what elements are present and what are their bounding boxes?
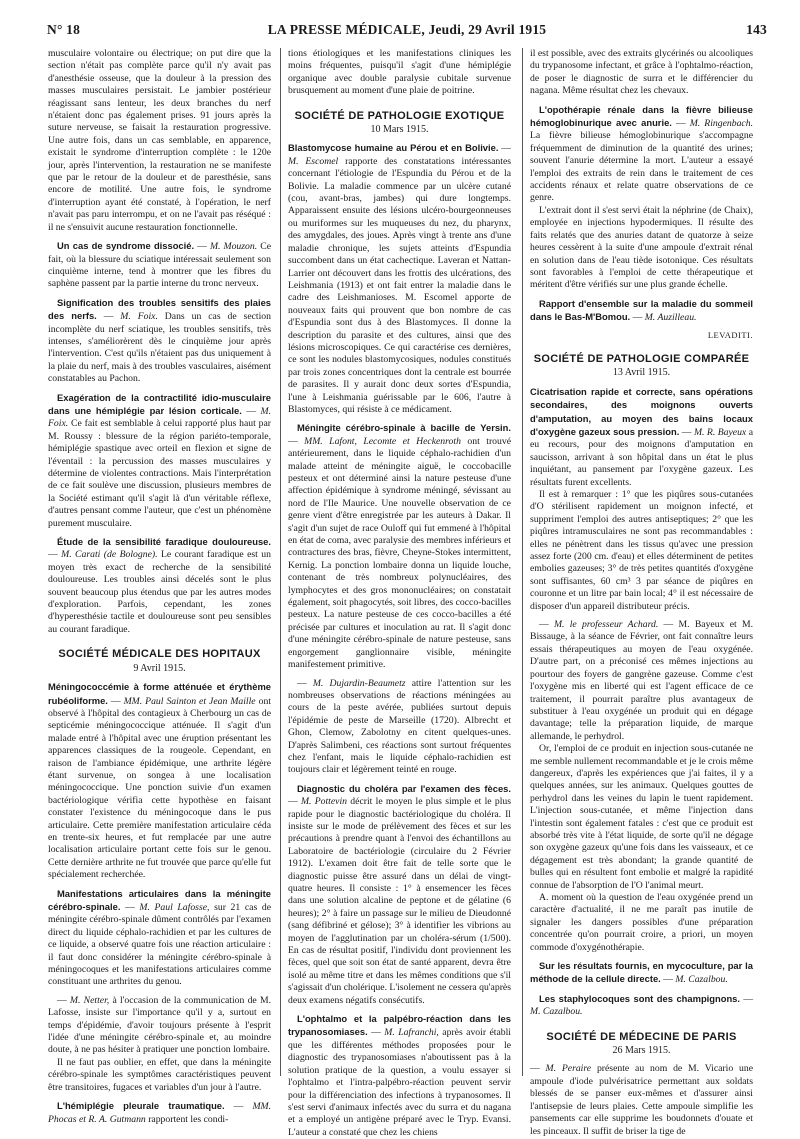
journal-title: LA PRESSE MÉDICALE, Jeudi, 29 Avril 1915 [267, 22, 547, 37]
article-entry: Méningite cérébro-spinale à bacille de Yersin. — MM. Lafont, Lecomte et Heckenroth ont trouvé antérieurement, dans le liquide céphalo-rachidien d'un malade atteint de méningite aiguë, le coccobacille pesteux et ont déterminé ainsi la nature pesteuse d'une affection épidémique à syndrome méningé, sévissant au nord de l'Ile Maurice. Une nouvelle observation de ce genre vient d'être enregistrée par les auteurs à Dakar. Il s'agit d'un sujet de race Ouloff qui fut emmené à l'hôpital en état de coma, avec paralysie des membres inférieurs et contractures des bras, fièvre, Cheyne-Stokes intermittent, Kernig. La ponction lombaire donna un liquide louche, contenant de très nombreux polynucléaires, des lymphocytes et des gros mononucléaires; on constatait également, soit phagocytés, soit libres, des cocco-bacilles pesteux. La nature pesteuse de ces cocco-bacilles a été précisée par cultures et inoculation au rat. Il s'agit donc d'une méningite cérébro-spinale de nature pesteuse, sans engorgement ganglionnaire visible, méningite manifestement primitive. [288, 422, 512, 671]
article-author: M. Foix. [48, 405, 272, 430]
article-author: M. Pottevin [300, 796, 348, 808]
article-title: Les staphylocoques sont des champignons. [539, 992, 740, 1004]
article-title: Méningococcémie à forme atténuée et érythème rubéoliforme. [48, 681, 271, 706]
article-entry: Blastomycose humaine au Pérou et en Bolivie. — M. Escomel rapporte des constatations intéressantes concernant l'étiologie de l'Espundia du Pérou et de la Bolivie. La maladie commence par un ulcère cutané (cou, avant-bras, jambes) qui dure longtemps. Apparaissent ensuite des lésions ulcéro-bourgeonneuses ou muriformes sur les muqueuses du nez, du pharynx, des amygdales, des joues. Après vingt à trente ans d'une maladie chronique, les sujets atteints d'Espundia succombent dans un état cachectique. Laveran et Nattan-Larrier ont découvert dans les frottis des ulcérations, des Leishmania (1913) et ont fait entrer la maladie dans le cadre des Leishmanioses. M. Escomel apporte de nouveaux faits qui prouvent que bon nombre de cas d'Espundia sont dus à des Blastomyces. Il donne la description du parasite et des cultures, ainsi que des lésions microscopiques. Ce qui caractérise ces dernières, ce sont les nodules blastomycosiques, nodules constitués par trois zones concentriques dont la centrale est bourrée de parasites. Il y aurait donc deux sortes d'Espundia, l'une à Leishmania guérissable par le 606, l'autre à Blastomyces, qui résiste à ce médicament. [288, 142, 512, 415]
page-number: 143 [746, 22, 767, 37]
article-title: Exagération de la contractilité idio-musculaire dans une hémiplégie par lésion corticale. [48, 391, 271, 416]
column-divider [522, 48, 523, 1076]
article-title: L'hémiplégie pleurale traumatique. [57, 1100, 225, 1112]
article-entry: — M. le professeur Achard. — M. Bayeux et M. Bissauge, à la séance de Février, ont fait connaître leurs essais thérapeutiques au moyen de l'eau oxygénée. D'autre part, on a préconisé ces mêmes injections au pourtour des foyers de gangrène gazeuse. Comme c'est l'oxygène mis en liberté qui est l'agent efficace de ce traitement, il pourrait paraître plus avantageux de substituer à l'eau oxygénée un produit qui en dégage davantage; telle la préparation liquide, de marque allemande, le perhydrol. [530, 619, 753, 742]
article-entry: Étude de la sensibilité faradique douloureuse. — M. Carati (de Bologne). Le courant faradique est un moyen très exact de recherche de la sensibilité douloureuse. Les troubles ainsi décelés sont le plus souvent beaucoup plus étendus que par les autres modes d'exploration. Parfois, cependant, les zones d'hyperesthésie tactile et douloureuse sont peu sensibles au courant faradique. [48, 536, 271, 635]
article-text: Dans un cas de section incomplète du nerf sciatique, les troubles sensitifs, très intenses, s'améliorèrent dès le cinquième jour après l'intervention. C'est qu'ils n'étaient pas dus uniquement à la plaie du nerf, mais à des troubles vasculaires, aisément constatables au Pachon. [48, 311, 271, 385]
article-text: a eu recours, pour des moignons d'amputation en saucisson, arrivant à son hôpital dans un état le plus inquiétant, au pansement par l'oxygène gazeux. Les résultats furent excellents. [530, 426, 754, 488]
article-entry: L'opothérapie rénale dans la fièvre bilieuse hémoglobinurique avec anurie. — M. Ringenbach. La fièvre bilieuse hémoglobinurique s'accompagne fréquemment de diminution de la quantité des urines; souvent l'anurie détermine la mort. L'auteur a essayé l'emploi des extraits de rein dans le traitement de ces accidents rénaux et relate quatre observations de ce genre. [530, 103, 753, 204]
article-entry: Cicatrisation rapide et correcte, sans opérations secondaires, des moignons ouverts d'amputation, au moyen des bains locaux d'oxygène gazeux sous pression. — M. R. Bayeux a eu recours, pour des moignons d'amputation en saucisson, arrivant à son hôpital dans un état le plus inquiétant, au pansement par l'oxygène gazeux. Les résultats furent excellents. [530, 385, 754, 488]
article-title: Diagnostic du choléra par l'examen des fèces. [297, 782, 511, 794]
article-author: M. Cazalbou. [675, 974, 728, 986]
article-author: M. Lafranchi, [384, 1027, 439, 1039]
article-title: Cicatrisation rapide et correcte, sans opérations secondaires, des moignons ouverts d'amputation, au moyen des bains locaux d'oxygène gazeux sous pression. [530, 385, 753, 437]
article-text: La fièvre bilieuse hémoglobinurique s'accompagne fréquemment de diminution de la quantité des urines; souvent l'anurie détermine la mort. L'auteur a essayé l'emploi des extraits de rein dans le traitement de ces accidents rénaux et relate quatre observations de ce genre. [530, 130, 753, 204]
article-entry: Manifestations articulaires dans la méningite cérébro-spinale. — M. Paul Lafosse, sur 21 cas de méningite cérébro-spinale dûment contrôlés par l'examen direct du liquide céphalo-rachidien et par les cultures de ce liquide, a observé quatre fois une réaction articulaire : il faut donc considérer la méningite cérébro-spinale à méningocoques et les manifestations articulaires comme constituant une arthrites du genou. [48, 887, 271, 988]
article-entry: Sur les résultats fournis, en mycoculture, par la méthode de la cellule directe. — M. Cazalbou. [530, 960, 753, 986]
article-text: présente au nom de M. Vicario une ampoule d'iode pulvérisatrice permettant aux soldats blessés de se panser eux-mêmes et d'assurer ainsi l'antisepsie de leurs plaies. Cette ampoule simplifie les pansements car elle supprime les boudonnets d'ouate et les pinceaux. Il suffit de briser la tige de [530, 1063, 754, 1137]
article-entry: Rapport d'ensemble sur la maladie du sommeil dans le Bas-M'Bomou. — M. Auzilleau. [530, 297, 753, 324]
article-author: M. Foix. [120, 311, 158, 323]
article-entry: — M. Dujardin-Beaumetz attire l'attention sur les nombreuses observations de réactions méningées au cours de la peste avérée, publiées surtout depuis l'épidémie de peste de Marseille (1720). Albrecht et Ghon, Clemow, Zabolotny en citent quelques-unes. D'après Salimbeni, ces réactions sont surtout fréquentes chez l'enfant, mais le liquide céphalo-rachidien est toujours clair et légèrement teinté en rouge. [288, 677, 511, 776]
article-author: M. Escomel [288, 155, 339, 167]
article-entry: L'ophtalmo et la palpébro-réaction dans les trypanosomiases. — M. Lafranchi, après avoir établi que les différentes méthodes proposées pour le diagnostic des trypanosomiases n'aboutissent pas à la solution pratique de la question, a voulu essayer si l'ophtalmo et l'intra-palpébro-réaction peuvent servir pour la différenciation des infections à trypanosomes. Il s'est servi d'animaux infectés avec du surra et du nagana et a employé un antigène préparé avec le Tryp. Evansi. L'auteur a constaté que chez les chiens [288, 1013, 511, 1138]
article-entry: Exagération de la contractilité idio-musculaire dans une hémiplégie par lésion corticale. — M. Foix. Ce fait est semblable à celui rapporté plus haut par M. Roussy : blessure de la région pariéto-temporale, hémiplégie spastique avec orteil en flexion et signe de l'éventail : la percussion des masses musculaires y détermine de violentes contractions. Mais l'interprétation de ce fait soulève une discussion, plusieurs membres de la Société estimant qu'il s'agit là d'un véritable réflexe, d'autres pensant comme l'auteur, que c'est un phénomène purement musculaire. [48, 391, 272, 529]
article-author: MM. Paul Sainton et Jean Maille [123, 695, 256, 707]
article-title: Manifestations articulaires dans la méningite cérébro-spinale. [48, 887, 271, 912]
article-entry: Diagnostic du choléra par l'examen des fèces. — M. Pottevin décrit le moyen le plus simple et le plus rapide pour le diagnostic bactériologique du choléra. Il insiste sur le mode de prélèvement des fèces et sur les précautions à prendre quant à l'envoi des échantillons au Laboratoire de bactériologie (circulaire du 2 Février 1912). L'examen doit être fait de telle sorte que le diagnostic puisse être assuré dans un délai de vingt-quatre heures. Il consiste : 1° à ensemencer les fèces dans une solution alcaline de peptone et de gélatine (6 heures); 2° à faire un passage sur le milieu de Dieudonné (sang défibriné et gélose); 3° à identifier les vibrions au moyen de l'agglutination par un choléra-sérum (1/500). En cas de résultat positif, l'individu dont proviennent les fèces, quel que soit son état de santé apparent, devra être isolé au même titre et dans les mêmes conditions que s'il s'agissait d'un cholérique. L'isolement ne cessera qu'après deux examens négatifs consécutifs. [288, 782, 512, 1006]
signature: LEVADITI. [707, 329, 753, 340]
article-title: Blastomycose humaine au Pérou et en Bolivie. [288, 142, 499, 154]
column-3 [530, 48, 754, 1137]
article-author: M. Dujardin-Beaumetz [312, 677, 406, 689]
article-text: Ce fait, où la blessure du sciatique intéressait seulement son cinquième interne, tend à montrer que les fibres du saphène passent par la partie interne du tronc nerveux. [48, 241, 272, 290]
article-title: Méningite cérébro-spinale à bacille de Yersin. [297, 422, 511, 434]
article-entry: — M. Netter, à l'occasion de la communication de M. Lafosse, insiste sur l'importance qu'il y a, surtout en temps d'épidémie, d'avoir toujours présente à l'esprit l'idée d'une méningite cérébro-spinale et, au moindre doute, à ne pas hésiter à pratiquer une ponction lombaire. [48, 994, 271, 1056]
paragraph: Or, l'emploi de ce produit en injection sous-cutanée ne me semble nullement recommandable et je le crois même dangereux, d'après les expériences que j'ai faites, il y a quelques années, sur les animaux. Quelques gouttes de perhydrol dans les veines du lapin le tuent rapidement. L'injection sous-cutanée, et même l'injection dans l'intestin sont également fatales : c'est que ce produit est absorbé très vite à l'état liquide, de sorte qu'il ne dégage son oxygène gazeux qu'une fois dans les vaisseaux, et ce dégagement est très abondant; la grande quantité de bulles qui en résultent font embolie et malgré la rapidité connue de l'absorption de l'O l'animal meurt. [530, 743, 753, 891]
section-heading: SOCIÉTÉ DE MÉDECINE DE PARIS [546, 1030, 737, 1043]
article-author: M. Peraire [545, 1063, 592, 1075]
paragraph: il est possible, avec des extraits glycérinés ou alcooliques du trypanosome infectant, et grâce à l'ophtalmo-réaction, de poser le diagnostic de surra et le différencier du nagana. Même résultat chez les chevaux. [530, 48, 753, 97]
article-text: rapportent les condi- [148, 1113, 229, 1125]
article-title: L'ophtalmo et la palpébro-réaction dans les trypanosomiases. [288, 1013, 511, 1038]
article-text: Le courant faradique est un moyen très exact de recherche de la sensibilité douloureuse. Les troubles ainsi décelés sont le plus souvent beaucoup plus étendus que par les autres modes d'exploration. Parfois, cependant, les zones d'hyperesthésie tactile et douloureuse sont peu sensibles au courant faradique. [48, 549, 271, 635]
article-text: Ce fait est semblable à celui rapporté plus haut par M. Roussy : blessure de la région pariéto-temporale, hémiplégie spastique avec orteil en flexion et signe de l'éventail : la percussion des masses musculaires y détermine de violentes contractions. Mais l'interprétation de ce fait soulève une discussion, plusieurs membres de la Société estimant qu'il s'agit là d'un véritable réflexe, d'autres pensant comme l'auteur, que c'est un phénomène purement musculaire. [48, 418, 272, 529]
article-title: Étude de la sensibilité faradique douloureuse. [57, 536, 271, 548]
article-author: M. Auzilleau. [644, 312, 697, 324]
issue-number: N° 18 [47, 22, 81, 37]
article-author: M. Mouzon. [209, 241, 258, 253]
article-author: M. Carati (de Bologne). [61, 549, 158, 561]
article-author: M. Ringenbach. [689, 118, 753, 130]
article-entry: Un cas de syndrome dissocié. — M. Mouzon. Ce fait, où la blessure du sciatique intéressait seulement son cinquième interne, tend à montrer que les fibres du saphène passent par la partie interne du tronc nerveux. [48, 240, 272, 290]
article-title: L'opothérapie rénale dans la fièvre bilieuse hémoglobinurique avec anurie. [530, 103, 753, 129]
paragraph: musculaire volontaire ou électrique; on put dire que la section n'était pas complète parce qu'il n'y avait pas d'anesthésie osseuse, que la douleur à la pression des masses musculaires persistait. Le jambier postérieur réagissant sans lenteur, les deux branches du nerf n'étaient donc pas également prises. 91 jours après la suture nerveuse, se faisait la restauration progressive. Une autre fois, dans un cas semblable, en apparence, existait le syndrome d'interruption complète : le 120e jour, après l'intervention, la restauration ne se manifeste que par le retour de la douleur et de paresthésie, sans encore de motilité. Une autre fois, le syndrome d'interruption ayant été constaté, à l'opération, le nerf n'avait pas paru interrompu, et on ne l'avait pas réséqué : il ne s'ensuivit aucune restauration fonctionnelle. [48, 48, 271, 233]
article-author: M. le professeur Achard. [553, 619, 659, 631]
article-title: Sur les résultats fournis, en mycoculture, par la méthode de la cellule directe. [530, 960, 753, 985]
section-heading: SOCIÉTÉ DE PATHOLOGIE EXOTIQUE [294, 109, 505, 122]
paragraph: Il est à remarquer : 1° que les piqûres sous-cutanées d'O stérilisent rapidement un moignon infecté, et suppriment l'emploi des autres antiseptiques; 2° que les piqûres intramusculaires ne sont pas recommandables : elles ne pénètrent dans les tissus qu'avec une pression assez forte (200 cm. d'eau) et elles déterminent de petites embolies gazeuses; 3° de très petites quantités d'oxygène sont suffisantes, 60 cm³ 3 par séance de piqûres en couronne et un litre par bain local; 4° il est nécessaire de disposer d'un appareil distributeur précis. [530, 489, 753, 612]
article-title: Rapport d'ensemble sur la maladie du sommeil dans le Bas-M'Bomou. [530, 297, 753, 323]
article-author: MM. Phocas et R. A. Gutmann [48, 1101, 271, 1125]
paragraph: L'extrait dont il s'est servi était la néphrine (de Chaix), employée en injections hypodermiques. Il résulte des faits relatés que des anuries datant de quatorze à seize heures cessèrent à la suite d'une ampoule d'extrait rénal en solution dans de l'eau tiède isotonique. Ces résultats sont favorables à l'emploi de cette thérapeutique et méritent d'être vérifiés sur une plus grande échelle. [530, 204, 753, 291]
section-date: 13 Avril 1915. [612, 367, 671, 379]
article-author: M. Netter, [69, 994, 110, 1006]
paragraph: A. moment où la question de l'eau oxygénée prend un caractère d'actualité, il ne me paraît pas inutile de signaler les dangers possibles d'une préparation concentrée qu'on pourrait croire, a priori, un moyen commode d'oxygénothérapie. [530, 892, 753, 953]
article-author: MM. Lafont, Lecomte et Heckenroth [304, 435, 461, 447]
column-1 [48, 48, 272, 1125]
article-text: attire l'attention sur les nombreuses observations de réactions méningées au cours de la peste avérée, publiées surtout depuis l'épidémie de peste de Marseille (1720). Albrecht et Ghon, Clemow, Zabolotny en citent quelques-unes. D'après Salimbeni, ces réactions sont surtout fréquentes chez l'enfant, mais le liquide céphalo-rachidien est toujours clair et légèrement teinté en rouge. [288, 677, 511, 776]
section-date: 9 Avril 1915. [133, 662, 186, 674]
article-author: M. Cazalbou. [530, 1006, 583, 1018]
article-entry: Signification des troubles sensitifs des plaies des nerfs. — M. Foix. Dans un cas de section incomplète du nerf sciatique, les troubles sensitifs, très intenses, s'améliorèrent dès le cinquième jour après l'intervention. C'est qu'ils n'étaient pas dus uniquement à la plaie du nerf, mais à des troubles vasculaires, aisément constatables au Pachon. [48, 296, 271, 385]
article-entry: Méningococcémie à forme atténuée et érythème rubéoliforme. — MM. Paul Sainton et Jean Maille ont observé à l'hôpital des contagieux à Cherbourg un cas de septicémie méningococcique atténuée. Il s'agit d'un malade entré à l'hôpital avec une éruption présentant les apparences classiques de la rougeole. Cependant, en raison de l'ambiance épidémique, une arthrite légère étant survenue, on songea à une localisation méningococcique. Une ponction suivie d'un examen bactériologique vérifia cette hypothèse en faisant constater l'existence du méningocoque dans le pus articulaire. Cette première manifestation articulaire céda en trente-six heures, et fut remplacée par une autre localisation articulaire portant cette fois sur le genou. Cette dernière arthrite ne fut trouvée que parce qu'elle fut spécialement recherchée. [48, 681, 272, 881]
article-author: M. R. Bayeux [693, 426, 747, 438]
article-text: — M. Bayeux et M. Bissauge, à la séance de Février, ont fait connaître leurs essais thérapeutiques au moyen de l'eau oxygénée. D'autre part, on a préconisé ces mêmes injections au pourtour des foyers de gangrène gazeuse. Comme c'est l'oxygène mis en liberté qui est l'agent efficace de ce traitement, il pourrait paraître plus avantageux de substituer à l'eau oxygénée un produit qui en dégage davantage; telle la préparation liquide, de marque allemande, le perhydrol. [530, 619, 753, 742]
page-header [47, 22, 767, 40]
section-date: 26 Mars 1915. [612, 1045, 671, 1057]
article-text: ont trouvé antérieurement, dans le liquide céphalo-rachidien d'un malade atteint de méningite aiguë, le coccobacille pesteux et ont déterminé ainsi la nature pesteuse d'une affection épidémique à syndrome méningé, sévissant au nord de l'Ile Maurice. Une nouvelle observation de ce genre vient d'être enregistrée par les auteurs à Dakar. Il s'agit d'un sujet de race Ouloff qui fut emmené à l'hôpital en état de coma, avec paralysie des membres inférieurs et contractures des bras, fièvre, Cheyne-Stokes intermittent, Kernig. La ponction lombaire donna un liquide louche, contenant de très nombreux polynucléaires, des lymphocytes et des gros mononucléaires; on constatait également, soit phagocytés, soit libres, des cocco-bacilles pesteux. La nature pesteuse de ces cocco-bacilles a été précisée par cultures et inoculation au rat. Il s'agit donc d'une méningite cérébro-spinale de nature pesteuse, sans engorgement ganglionnaire visible, méningite manifestement primitive. [288, 435, 512, 671]
paragraph: tions étiologiques et les manifestations cliniques les moins fréquentes, puisqu'il s'agit d'une hémiplégie organique avec double paralysie cubitale survenue brusquement au moment d'une plaie de poitrine. [288, 48, 511, 97]
article-title: Un cas de syndrome dissocié. [57, 240, 195, 252]
column-divider [280, 48, 281, 1076]
section-heading: SOCIÉTÉ DE PATHOLOGIE COMPARÉE [533, 352, 750, 365]
article-text: ont observé à l'hôpital des contagieux à Cherbourg un cas de septicémie méningococcique atténuée. Il s'agit d'un malade entré à l'hôpital avec une éruption présentant les apparences classiques de la rougeole. Cependant, en raison de l'ambiance épidémique, une arthrite légère étant survenue, on songea à une localisation méningococcique. Une ponction suivie d'un examen bactériologique vérifia cette hypothèse en faisant constater l'existence du méningocoque dans le pus articulaire. Cette première manifestation articulaire céda en trente-six heures, et fut remplacée par une autre localisation articulaire portant cette fois sur le genou. Cette dernière arthrite ne fut trouvée que parce qu'elle fut spécialement recherchée. [48, 695, 272, 881]
article-title: Signification des troubles sensitifs des plaies des nerfs. [48, 296, 271, 322]
article-text: après avoir établi que les différentes méthodes proposées pour le diagnostic des trypanosomiases n'aboutissent pas à la solution pratique de la question, a voulu essayer si l'ophtalmo et l'intra-palpébro-réaction peuvent servir pour la différenciation des infections à trypanosomes. Il s'est servi d'animaux infectés avec du surra et du nagana et a employé un antigène préparé avec le Tryp. Evansi. L'auteur a constaté que chez les chiens [288, 1027, 511, 1138]
article-entry: — M. Peraire présente au nom de M. Vicario une ampoule d'iode pulvérisatrice permettant aux soldats blessés de se panser eux-mêmes et d'assurer ainsi l'antisepsie de leurs plaies. Cette ampoule simplifie les pansements car elle supprime les boudonnets d'ouate et les pinceaux. Il suffit de briser la tige de [530, 1063, 754, 1137]
article-text: sur 21 cas de méningite cérébro-spinale dûment contrôlés par l'examen direct du liquide céphalo-rachidien et par les cultures de ce liquide, a observé quatre fois une réaction articulaire : il faut donc considérer la méningite cérébro-spinale à méningocoques et les manifestations articulaires comme constituant une arthrites du genou. [48, 902, 271, 988]
article-text: à l'occasion de la communication de M. Lafosse, insiste sur l'importance qu'il y a, surtout en temps d'épidémie, d'avoir toujours présente à l'esprit l'idée d'une méningite cérébro-spinale et, au moindre doute, à ne pas hésiter à pratiquer une ponction lombaire. [48, 994, 271, 1056]
article-entry: L'hémiplégie pleurale traumatique. — MM. Phocas et R. A. Gutmann rapportent les condi- [48, 1100, 271, 1125]
section-date: 10 Mars 1915. [370, 124, 429, 136]
article-author: M. Paul Lafosse, [139, 902, 210, 913]
paragraph: Il ne faut pas oublier, en effet, que dans la méningite cérébro-spinale les symptômes caractéristiques peuvent être transitoires, fugaces et variables d'un jour à l'autre. [48, 1056, 271, 1093]
section-heading: SOCIÉTÉ MÉDICALE DES HOPITAUX [58, 648, 261, 661]
column-2 [288, 48, 512, 1138]
article-text: décrit le moyen le plus simple et le plus rapide pour le diagnostic bactériologique du choléra. Il insiste sur le mode de prélèvement des fèces et sur les précautions à prendre quant à l'envoi des échantillons au Laboratoire de bactériologie (circulaire du 2 Février 1912). L'examen doit être fait de telle sorte que le diagnostic puisse être assuré dans un délai de vingt-quatre heures. Il consiste : 1° à ensemencer les fèces dans une solution alcaline de peptone et de gélatine (6 heures); 2° à faire un passage sur le milieu de Dieudonné (sang défibriné et gélose); 3° à identifier les vibrions au moyen de l'agglutination par un choléra-sérum (1/500). En cas de résultat positif, l'individu dont proviennent les fèces, quel que soit son état de santé apparent, devra être isolé au même titre et dans les mêmes conditions que s'il s'agissait d'un cholérique. L'isolement ne cessera qu'après deux examens négatifs consécutifs. [288, 796, 512, 1006]
article-entry: Les staphylocoques sont des champignons. — M. Cazalbou. [530, 992, 753, 1018]
article-text: rapporte des constatations intéressantes concernant l'étiologie de l'Espundia du Pérou et de la Bolivie. La maladie commence par un ulcère cutané (cou, avant-bras, jambes) qui dure longtemps. Apparaissent ensuite des lésions ulcéro-bourgeonneuses ou muriformes sur les muqueuses du nez, du pharynx, des amygdales, des joues. Après vingt à trente ans d'une maladie chronique, les sujets atteints d'Espundia succombent dans un état cachectique. Laveran et Nattan-Larrier ont découvert dans les frottis des ulcérations, des Leishmania (1913) et ont fait entrer la maladie dans le cadre des Leishmanioses. M. Escomel apporte de nouveaux faits qui prouvent que bon nombre de cas d'Espundia sont dus à des Blastomyces. Il donne la description du parasite et des cultures, ainsi que des lésions microscopiques. Ce qui caractérise ces dernières, ce sont les nodules blastomycosiques, nodules constitués par trois zones concentriques dont la centrale est bourrée de parasites. Il y aurait donc deux sortes d'Espundia, l'une à Leishmania guérissable par le 606, l'autre à Blastomyces, qui résiste à ce médicament. [288, 155, 512, 415]
